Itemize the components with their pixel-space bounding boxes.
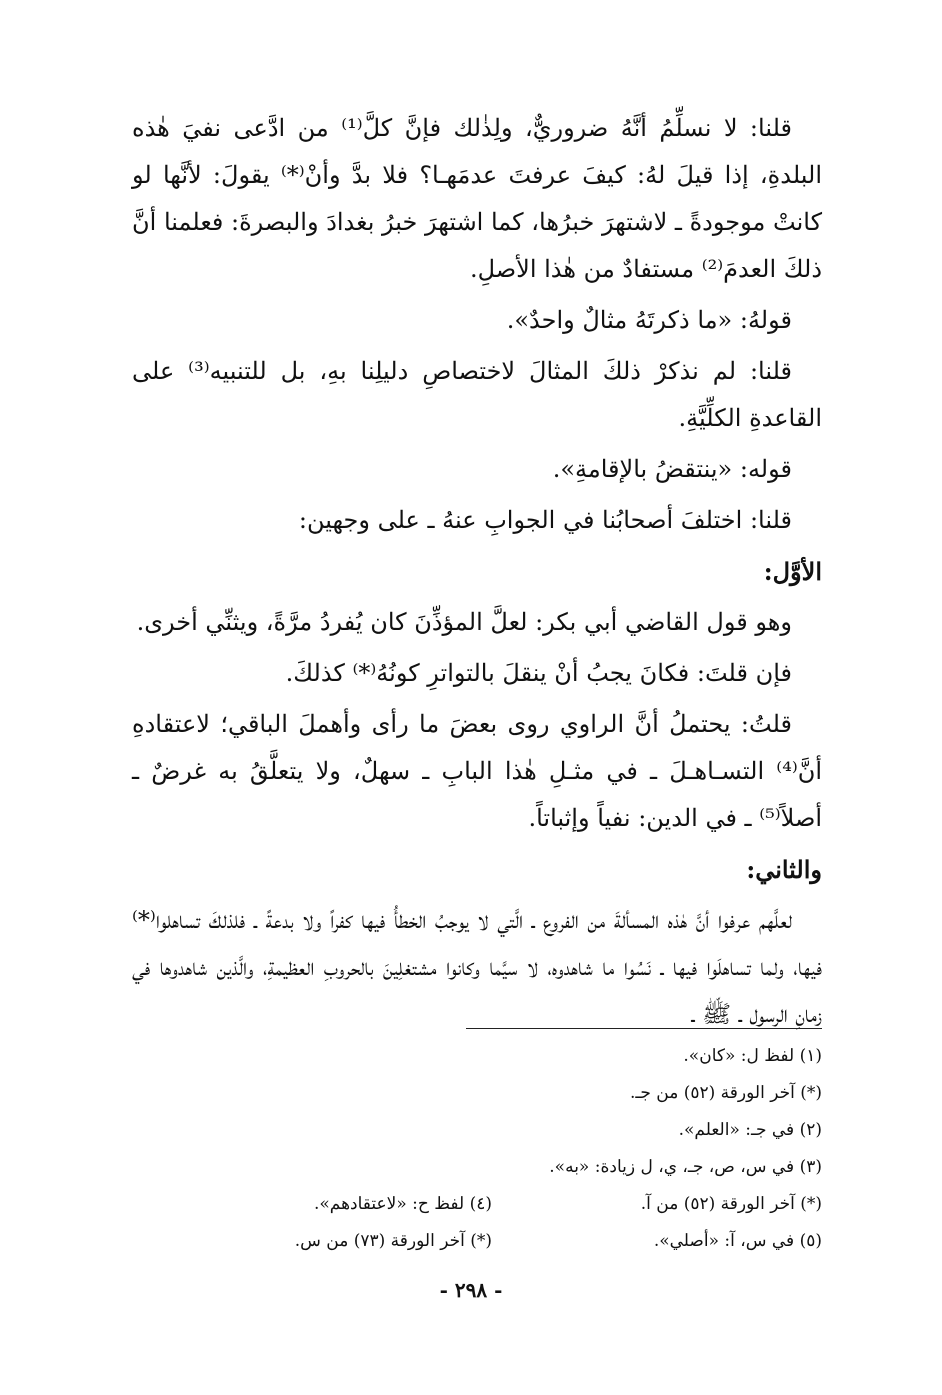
page-number: - ٢٩٨ -: [439, 1278, 503, 1302]
paragraph-5: قلنا: اختلفَ أصحابُنا في الجوابِ عنهُ ـ على وجهين:: [298, 506, 792, 534]
paragraph-6: وهو قول القاضي أبي بكر: لعلَّ المؤذِّنَ كان يُفردُ مرَّةً، ويثنِّي أخرى.: [136, 608, 792, 636]
footnote-divider: [466, 1028, 822, 1029]
paragraph-7: فإن قلتَ: فكانَ يجبُ أنْ ينقلَ بالتواترِ كونُهُ⁽*⁾ كذلكَ.: [285, 659, 792, 687]
footnote-row-b: [132, 1223, 822, 1260]
footnote-4: (٤) لفظ ح: «لاعتقادهم».: [313, 1194, 492, 1214]
footnote-3: (٣) في س، ص، جـ، ي، ل زيادة: «به».: [549, 1157, 822, 1177]
heading-first: الأوَّل:: [763, 557, 822, 586]
paragraph-9: لعلَّهم عرفوا أنَّ هٰذه المسألةَ من الفروع ـ الَّتي لا يوجبُ الخطأُ فيها كفراً ولا بدعةً ـ فلذلكَ تساهلوا⁽*⁾ فيها، ولما تساهلَوا فيها ـ نَسُوا ما شاهدوه، لا سيَّما وكانوا مشتغلِينَ بالحروبِ العظيمةِ، والَّذين شاهدوها في زمانِ الرسول ـ ﷺ ـ: [132, 906, 822, 1028]
paragraph-1: قلنا: لا نسلِّمُ أنَّهُ ضروريٌّ، ولِذٰلك فإنَّ كلَّ⁽¹⁾ من ادَّعى نفيَ هٰذه البلدةِ، إذا قيلَ لهُ: كيفَ عرفتَ عدمَهـا؟ فلا بدَّ وأنْ⁽*⁾ يقولَ: لأنَّها لو كانتْ موجودةً ـ لاشتهرَ خبرُها، كما اشتهرَ خبرُ بغدادَ والبصرةَ: فعلمنا أنَّ ذلكَ العدمَ⁽²⁾ مستفادٌ من هٰذا الأصلِ.: [132, 114, 822, 283]
footnote-1: (١) لفظ ل: «كان».: [683, 1046, 822, 1066]
main-text: [132, 105, 822, 1042]
footnote-star-2: (*) آخر الورقة (٥٢) من آ.: [640, 1194, 822, 1214]
paragraph-3: قلنا: لم نذكرْ ذلكَ المثالَ لاختصاصِ دليلِنا بهِ، بل للتنبيه⁽³⁾ على القاعدةِ الكلِّيَّةِ.: [132, 357, 822, 432]
heading-second: والثاني:: [746, 855, 822, 884]
footnote-star-3: (*) آخر الورقة (٧٣) من س.: [294, 1231, 492, 1251]
footnote-star-1: (*) آخر الورقة (٥٢) من جـ.: [629, 1083, 822, 1103]
paragraph-2: قولهُ: «ما ذكرتَهُ مثالٌ واحدٌ».: [506, 306, 792, 334]
paragraph-4: قوله: «ينتقضُ بالإقامةِ».: [552, 455, 792, 483]
footnote-5: (٥) في س، آ: «أصلي».: [653, 1231, 822, 1251]
paragraph-8: قلتُ: يحتملُ أنَّ الراوي روى بعضَ ما رأى وأهملَ الباقي؛ لاعتقادهِ أنَّ⁽⁴⁾ التسـاهـلَ ـ في مثـلِ هٰذا البابِ ـ سهلٌ، ولا يتعلَّقُ به غرضٌ ـ أصلاً⁽⁵⁾ ـ في الدين: نفياً وإثباتاً.: [132, 710, 822, 832]
footnote-2: (٢) في جـ: «العلم».: [678, 1120, 822, 1140]
footnote-row-a: [132, 1186, 822, 1223]
footnotes: [132, 1038, 822, 1260]
